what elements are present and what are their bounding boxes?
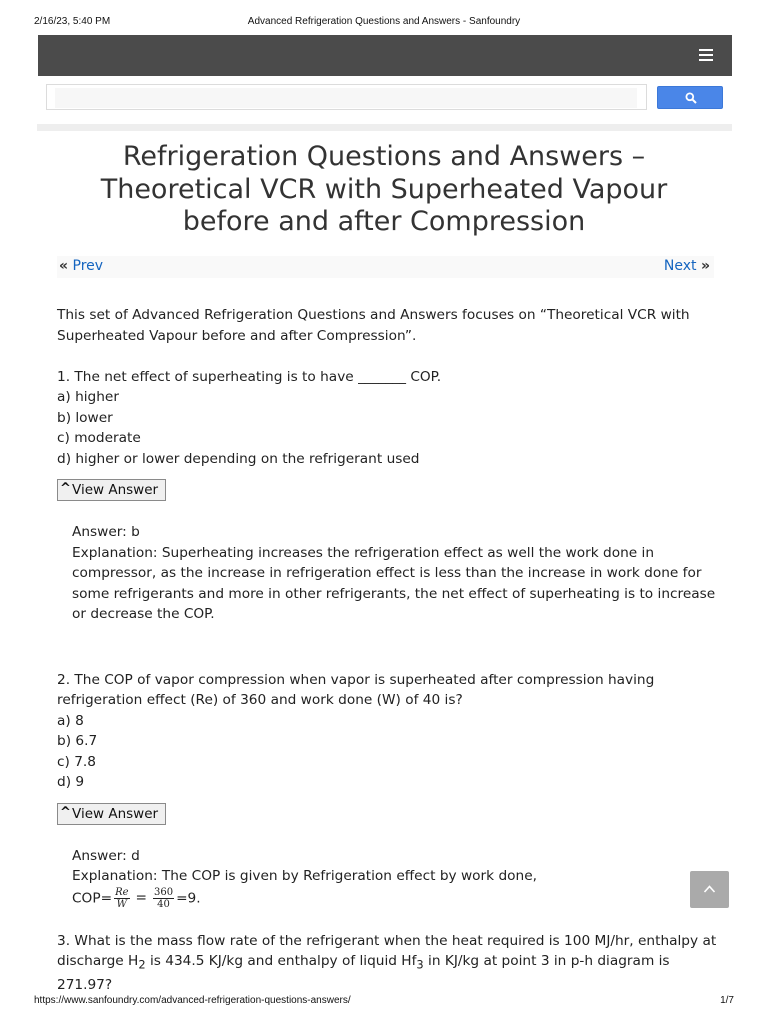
answer-text: Answer: d (72, 847, 140, 864)
view-answer-button[interactable] (57, 479, 166, 501)
option-b: b) 6.7 (57, 733, 98, 749)
pagination-bar (57, 256, 714, 278)
fraction-360-40: $\frac{360}{40}$ (153, 886, 174, 910)
print-page-number: 1/7 (720, 995, 734, 1006)
question-1 (57, 367, 717, 625)
question-text: 2. The COP of vapor compression when vapor is superheated after compression having refrigeration effect (Re) of 360 and work done (W) of 40 is? (57, 671, 655, 708)
next-link[interactable]: Next » (663, 258, 710, 274)
page-title: Refrigeration Questions and Answers – Theoretical VCR with Superheated Vapour before and after Compression (100, 141, 668, 237)
caret-up-icon: ^ (60, 481, 71, 496)
option-c: c) 7.8 (57, 753, 96, 770)
print-document-title: Advanced Refrigeration Questions and Answers - Sanfoundry (247, 16, 521, 27)
article-content (57, 305, 717, 996)
caret-up-icon: ^ (60, 804, 71, 820)
cop-formula: COP= $\frac{Re}{W}$ = $\frac{360}{40}$ =9. (72, 886, 201, 910)
search-box (46, 84, 647, 110)
option-b: b) lower (57, 409, 113, 426)
search-button[interactable] (657, 86, 723, 109)
chevron-up-icon (703, 884, 716, 894)
question-text: 1. The net effect of superheating is to have _______ COP. (57, 368, 442, 385)
print-url: https://www.sanfoundry.com/advanced-refrigeration-questions-answers/ (34, 995, 351, 1006)
question-3 (57, 931, 717, 996)
intro-paragraph: This set of Advanced Refrigeration Questions and Answers focuses on “Theoretical VCR with Superheated Vapour before and after Compression”. (57, 307, 690, 344)
option-c: c) moderate (57, 430, 141, 446)
fraction-re-w: $\frac{Re}{W}$ (115, 886, 129, 910)
question-2 (57, 670, 717, 910)
print-footer (0, 995, 768, 1009)
view-answer-label: View Answer (72, 805, 159, 822)
next-label[interactable]: Next (663, 258, 697, 274)
top-navbar (38, 35, 732, 76)
answer-block (72, 846, 717, 910)
option-a: a) 8 (57, 712, 84, 729)
view-answer-label: View Answer (72, 482, 159, 498)
option-d: d) higher or lower depending on the refrigerant used (57, 450, 420, 467)
option-a: a) higher (57, 389, 119, 405)
header-divider (37, 124, 732, 131)
print-datetime: 2/16/23, 5:40 PM (34, 16, 111, 27)
view-answer-button[interactable] (57, 803, 166, 825)
question-text: 3. What is the mass flow rate of the refrigerant when the heat required is 100 MJ/hr, enthalpy at discharge $H_2$ is 434.5 KJ/kg and enthalpy of liquid $Hf_3$ in KJ/kg at point 3 in p-h diagram is 271.97? (57, 932, 717, 994)
hamburger-menu-icon[interactable] (699, 49, 713, 61)
search-icon (685, 92, 697, 104)
search-input[interactable] (55, 88, 637, 108)
prev-link[interactable]: « Prev (59, 258, 104, 274)
scroll-to-top-button[interactable] (690, 871, 729, 908)
option-d: d) 9 (57, 774, 85, 790)
explanation-text: Explanation: The COP is given by Refrigeration effect by work done, (72, 868, 537, 884)
explanation-text: Explanation: Superheating increases the refrigeration effect as well the work done in compressor, as the increase in refrigeration effect is less than the increase in work done for some refrigerants and more in other refrigerants, the net effect of superheating is to increase or decrease the COP. (72, 544, 716, 622)
prev-label[interactable]: Prev (72, 258, 104, 274)
print-header (0, 16, 768, 30)
answer-block (72, 522, 717, 625)
answer-text: Answer: b (72, 524, 140, 540)
